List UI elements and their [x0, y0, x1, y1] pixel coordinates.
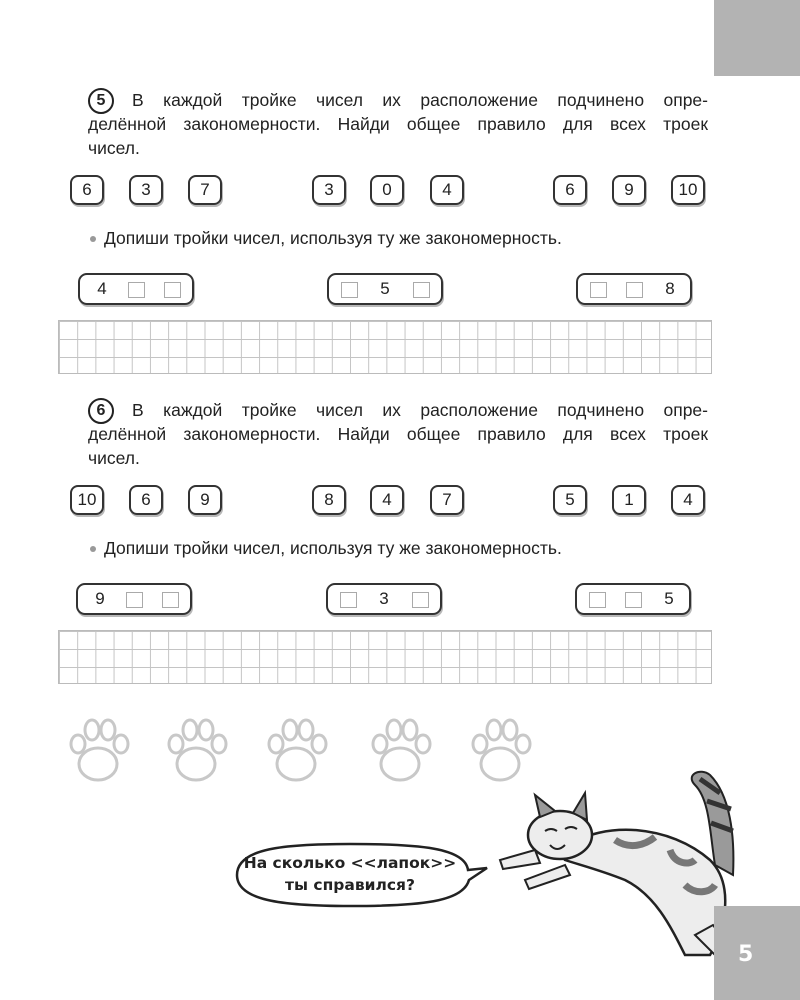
task-5-text	[88, 88, 708, 160]
number-box: 3	[312, 175, 346, 205]
answer-cell[interactable]	[126, 592, 143, 608]
given-number: 9	[95, 589, 105, 608]
instruction	[90, 228, 562, 249]
given-number: 5	[664, 589, 674, 608]
page-number: 5	[738, 942, 754, 967]
number-box: 6	[70, 175, 104, 205]
answer-cell[interactable]	[590, 282, 607, 298]
task-number-badge: 5	[88, 88, 114, 114]
task-6-text	[88, 398, 708, 470]
task-line: В каждой тройке чисел их расположение подчинено опре-	[132, 90, 708, 110]
writing-grid[interactable]	[58, 320, 712, 374]
speech-bubble	[225, 840, 490, 915]
bubble-line: На сколько <<лапок>>	[243, 854, 457, 872]
given-number: 4	[97, 279, 107, 298]
corner-tab	[714, 0, 800, 76]
number-box: 9	[612, 175, 646, 205]
task-line: делённой закономерности. Найди общее правило для всех троек	[88, 114, 708, 134]
number-box: 6	[553, 175, 587, 205]
instruction-text: Допиши тройки чисел, используя ту же закономерность.	[104, 538, 562, 558]
task-line: делённой закономерности. Найди общее правило для всех троек	[88, 424, 708, 444]
answer-cell[interactable]	[341, 282, 358, 298]
number-box: 7	[430, 485, 464, 515]
instruction-text: Допиши тройки чисел, используя ту же закономерность.	[104, 228, 562, 248]
answer-triple	[327, 273, 443, 305]
task-line: чисел.	[88, 138, 140, 158]
number-box: 4	[370, 485, 404, 515]
paw-rating	[62, 710, 562, 790]
number-box: 5	[553, 485, 587, 515]
given-number: 5	[380, 279, 390, 298]
page-tab	[714, 906, 800, 1000]
number-box: 0	[370, 175, 404, 205]
answer-cell[interactable]	[128, 282, 145, 298]
task-line: чисел.	[88, 448, 140, 468]
answer-triple	[575, 583, 691, 615]
given-number: 8	[665, 279, 675, 298]
number-box: 6	[129, 485, 163, 515]
instruction	[90, 538, 562, 559]
paw-icon[interactable]	[373, 720, 430, 780]
number-box: 4	[430, 175, 464, 205]
number-box: 10	[671, 175, 705, 205]
answer-cell[interactable]	[625, 592, 642, 608]
paw-icon[interactable]	[71, 720, 128, 780]
answer-cell[interactable]	[413, 282, 430, 298]
task-line: В каждой тройке чисел их расположение подчинено опре-	[132, 400, 708, 420]
number-box: 8	[312, 485, 346, 515]
answer-triple	[76, 583, 192, 615]
paw-icon[interactable]	[169, 720, 226, 780]
answer-triple	[576, 273, 692, 305]
bullet-icon	[90, 236, 96, 242]
number-box: 3	[129, 175, 163, 205]
number-box: 7	[188, 175, 222, 205]
given-number: 3	[379, 589, 389, 608]
answer-cell[interactable]	[412, 592, 429, 608]
writing-grid[interactable]	[58, 630, 712, 684]
number-box: 10	[70, 485, 104, 515]
answer-cell[interactable]	[340, 592, 357, 608]
paw-icon[interactable]	[269, 720, 326, 780]
task-number-badge: 6	[88, 398, 114, 424]
number-box: 9	[188, 485, 222, 515]
answer-cell[interactable]	[589, 592, 606, 608]
bullet-icon	[90, 546, 96, 552]
bubble-line: ты справился?	[284, 876, 415, 894]
answer-triple	[326, 583, 442, 615]
answer-cell[interactable]	[162, 592, 179, 608]
answer-triple	[78, 273, 194, 305]
answer-cell[interactable]	[164, 282, 181, 298]
number-box: 1	[612, 485, 646, 515]
answer-cell[interactable]	[626, 282, 643, 298]
number-box: 4	[671, 485, 705, 515]
bubble-text	[225, 852, 475, 896]
